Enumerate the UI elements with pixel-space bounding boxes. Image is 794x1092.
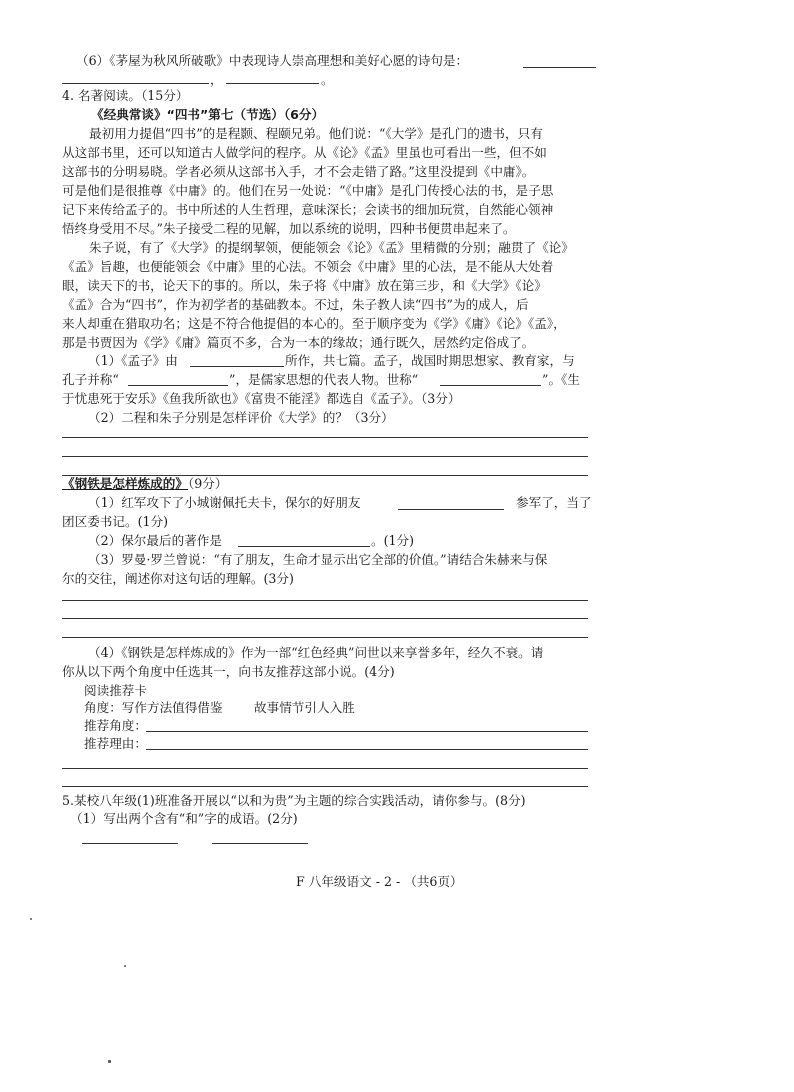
passage-line: 这部书的分明易晓。学者必须从这部书入手，才不会走错了路。”这里没提到《中庸》。 [62,164,535,179]
q4-1-part-b: 所作，共七篇。孟子，战国时期思想家、教育家，与 [285,353,575,368]
recommend-angle-label: 推荐角度： [84,718,147,733]
q3-6-text: （6）《茅屋为秋风所破歌》中表现诗人崇高理想和美好心愿的诗句是： [76,53,469,68]
q4-1-part-a: （1）《孟子》由 [88,353,178,368]
mencius-honorific-blank[interactable] [440,385,541,386]
passage-line: 那是书贾因为《学》《庸》篇页不多，合为一本的缘故；通行既久，居然约定俗成了。 [62,335,535,350]
scan-speck [108,1060,111,1063]
answer-line[interactable] [62,768,588,769]
steel-q2-part-a: （2）保尔最后的著作是 [88,533,222,548]
q4-2-question: （2）二程和朱子分别是怎样评价《大学》的？（3分） [88,410,394,425]
passage-line: 最初用力提倡“四书”的是程颢、程颐兄弟。他们说：“《大学》是孔门的遗书，只有 [89,126,543,141]
recommend-angle-field[interactable] [146,731,588,732]
q3-6-blank-3[interactable] [226,83,319,84]
passage-line: 从这部书里，还可以知道古人做学问的程序。从《论》《孟》里虽也可看出一些，但不如 [62,145,547,160]
answer-line[interactable] [62,456,588,457]
angle-option-1: 角度：写作方法值得借鉴 [84,700,223,715]
recommend-card-title: 阅读推荐卡 [84,683,147,698]
scan-speck [124,965,126,967]
passage-line: 朱子说，有了《大学》的提纲挈领，便能领会《论》《孟》里精微的分别；融贯了《论》 [89,240,574,255]
passage-line: 《孟》合为“四书”，作为初学者的基础教本。不过，朱子教人读“四书”为的成人，后 [62,297,529,312]
steel-q2-part-b: 。(1分) [371,533,415,548]
steel-q1-part-a: （1）红军攻下了小城谢佩托夫卡，保尔的好朋友 [88,495,361,510]
steel-q4-part-a: （4）《钢铁是怎样炼成的》作为一部“红色经典”问世以来享誉多年，经久不衰。请 [88,645,544,660]
steel-title: 《钢铁是怎样炼成的》 [62,476,188,491]
steel-heading [62,476,227,492]
friend-name-blank[interactable] [398,509,504,510]
steel-q3-part-a: （3）罗曼·罗兰曾说：“有了朋友，生命才显示出它全部的价值。”请结合朱赫来与保 [88,552,548,567]
scan-speck [30,918,32,920]
steel-score: （9分） [187,476,228,491]
answer-line[interactable] [62,618,588,619]
q4-heading: 4. 名著阅读。（15分） [62,88,189,103]
passage-line: 可是他们是很推尊《中庸》的。他们在另一处说：“《中庸》是孔门传授心法的书，是子思 [62,183,554,198]
passage-line: 《孟》旨趣，也便能领会《中庸》里的心法。不领会《中庸》里的心法，是不能从大处着 [62,259,554,274]
recommend-reason-label: 推荐理由： [84,736,147,751]
answer-line[interactable] [62,786,588,787]
answer-line[interactable] [62,600,588,601]
mencius-title-blank[interactable] [128,385,228,386]
final-work-blank[interactable] [238,546,370,547]
mencius-author-blank[interactable] [190,366,284,367]
steel-q1-part-b: 参军了，当了 [516,495,592,510]
idiom-blank-2[interactable] [212,843,308,844]
q4-1-part-d: ”，是儒家思想的代表人物。世称“ [229,372,419,387]
q4-1-part-c: 孔子并称“ [62,372,119,387]
q4-1-part-e: ”。《生 [542,372,580,387]
q3-6-blank-2[interactable] [62,83,209,84]
q3-6-period: 。 [321,72,334,87]
answer-line[interactable] [62,437,588,438]
page-footer: F 八年级语文 - 2 - （共6页） [296,874,463,889]
q3-6-blank-1[interactable] [523,67,596,68]
q5-heading: 5.某校八年级(1)班准备开展以“以和为贵”为主题的综合实践活动，请你参与。(8分) [62,793,526,808]
steel-q3-part-b: 尔的交往，阐述你对这句话的理解。(3分) [62,571,294,586]
steel-q1-part-c: 团区委书记。(1分) [62,514,168,529]
steel-q4-part-b: 你从以下两个角度中任选其一，向书友推荐这部小说。(4分) [62,664,395,679]
recommend-reason-field[interactable] [146,749,588,750]
classics-title: 《经典常谈》“四书”第七（节选）（6分） [91,107,325,122]
answer-line[interactable] [62,637,588,638]
passage-line: 悟终身受用不尽。”朱子接受二程的见解，加以系统的说明，四种书便贯串起来了。 [62,221,516,236]
passage-line: 眼，读天下的书，论天下的事的。所以，朱子将《中庸》放在第三步，和《大学》《论》 [62,278,547,293]
q4-1-part-f: 于忧患死于安乐》《鱼我所欲也》《富贵不能淫》都选自《孟子》。（3分） [62,391,461,406]
q5-1-question: （1）写出两个含有“和”字的成语。(2分) [70,811,298,826]
q3-6-comma: ， [210,72,223,87]
idiom-blank-1[interactable] [82,843,178,844]
angle-option-2: 故事情节引人入胜 [254,700,355,715]
passage-line: 记下来传给孟子的。书中所述的人生哲理，意味深长；会读书的细加玩赏，自然能心领神 [62,202,554,217]
passage-line: 来人却重在猎取功名；这是不符合他提倡的本心的。至于顺序变为《学》《庸》《论》《孟》， [62,316,566,331]
